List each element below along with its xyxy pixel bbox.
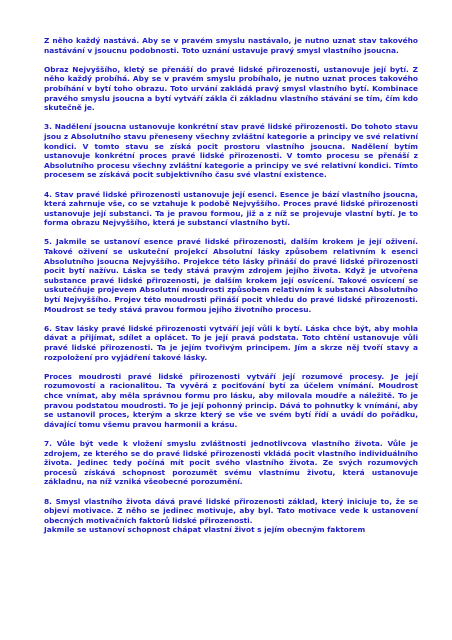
paragraph-10: Jakmile se ustanoví schopnost chápat vlastní život s jejím obecným faktorem	[44, 525, 366, 535]
paragraph-4: 4. Stav pravé lidské přirozenosti ustanovuje její esenci. Esence je bází vlastního jsoucna, která zahrnuje vše, co se vztahuje k podobě Nejvyššího. Proces pravé lidské přirozenosti ustanovuje její substanci. Ta je pravou formou, již a z níž se projevuje vlastní bytí. Je to forma obrazu Nejvyššího, která je substancí vlastního bytí.	[44, 189, 418, 228]
paragraph-2: Obraz Nejvyššího, kletý se přenáší do pravé lidské přirozenosti, ustanovuje její bytí. Z něho každý probíhá. Aby se v pravém smyslu probíhalo, je nutno uznat proces takového probíhání v bytí toho obrazu. Toto urvání zakládá pravý smysl vlastního bytí. Kombinace pravého smyslu jsoucna a bytí vytváří zákla či základnu vlastního stávání se tím, čím kdo skutečně je.	[44, 64, 418, 113]
paragraph-8: 7. Vůle být vede k vložení smyslu zvláštnosti jednotlivcova vlastního života. Vůle je zdrojem, ze kterého se do pravé lidské přirozenosti vkládá pocit vlastního individuálního života. Jedinec tedy počíná mít pocit svého vlastního života. Ze svých rozumových procesů získává schopnost porozumět svému vlastnímu životu, která ustanovuje základnu, na níž vzniká všeobecné porozumění.	[44, 438, 418, 487]
paragraph-7: Proces moudrosti pravé lidské přirozenosti vytváří její rozumové procesy. Je její rozumovostí a racionalitou. Ta vyvěrá z pociťování bytí za účelem vnímání. Moudrost chce vnímat, aby měla správnou formu pro lásku, aby milovala moudře a náležitě. To je pravou podstatou moudrosti. To je její pohonný princip. Dává to pohnutky k vnímání, aby se ustanovil proces, kterým a skrze který se vše ve svém bytí řídí a uvádí do pořádku, dávající tomu všemu pravou harmonii a krásu.	[44, 371, 418, 429]
document-page	[44, 36, 418, 544]
paragraph-5: 5. Jakmile se ustanoví esence pravé lidské přirozenosti, dalším krokem je její oživení. Takové oživení se uskuteční projekcí Absolutní lásky způsobem relativním k esenci Absolutního jsoucna Nejvyššího. Projekce této lásky přináší do pravé lidské přirozenosti pocit bytí nažívu. Láska se tedy stává pravým zdrojem jejího života. Když je utvořena substance pravé lidské přirozenosti, je dalším krokem její osvícení. Takové osvícení se uskutečňuje projevem Absolutní moudrosti způsobem relativním k substanci Absolutního bytí Nejvyššího. Projev této moudrosti přináší pocit vhledu do pravé lidské přirozenosti. Moudrost se tedy stává pravou formou jejího životního procesu.	[44, 237, 418, 314]
paragraph-9: 8. Smysl vlastního života dává pravé lidské přirozenosti základ, který iniciuje to, že se objeví motivace. Z něho se jedinec motivuje, aby byl. Tato motivace vede k ustanovení obecných motivačních faktorů lidské přirozenosti.	[44, 496, 418, 525]
paragraph-1: Z něho každý nastává. Aby se v pravém smyslu nastávalo, je nutno uznat stav takového nastávání v jsoucnu podobnosti. Toto uznání ustavuje pravý smysl vlastního jsoucna.	[44, 36, 418, 55]
paragraph-3: 3. Nadělení jsoucna ustanovuje konkrétní stav pravé lidské přirozenosti. Do tohoto stavu jsou z Absolutního stavu přeneseny všechny zvláštní kategorie a principy ve své relativní kondici. V tomto stavu se získá pocit prostoru vlastního jsoucna. Nadělení bytím ustanovuje konkrétní proces pravé lidské přirozenosti. V tomto procesu se přenáší z Absolutního procesu všechny zvláštní kategorie a principy ve své relativní kondici. Tímto procesem se získává pocit subjektivního času své vlastní existence.	[44, 122, 418, 180]
paragraph-6: 6. Stav lásky pravé lidské přirozenosti vytváří její vůli k bytí. Láska chce být, aby mohla dávat a přijímat, sdílet a oplácet. To je její pravá podstata. Toto chtění ustanovuje vůli pravé lidské přirozenosti. Ta je jejím tvořivým principem. Jím a skrze něj tvoří stavy a rozpoložení pro vyjádření takové lásky.	[44, 323, 418, 362]
